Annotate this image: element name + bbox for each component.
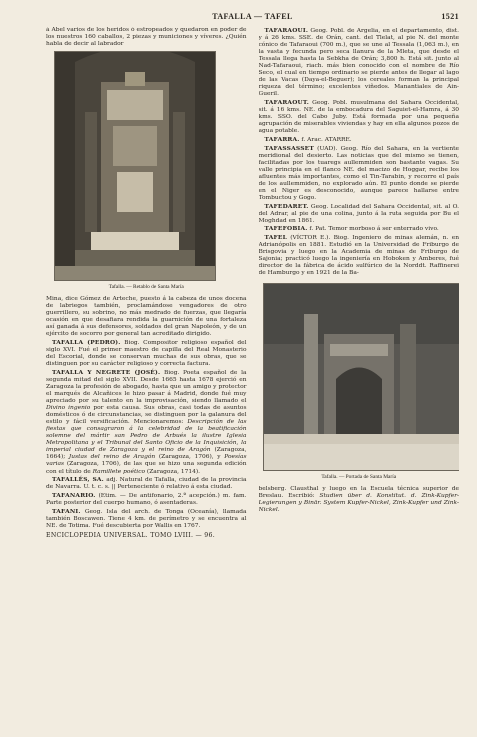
page-header [46, 12, 459, 24]
headword: TAFEDARET. [264, 202, 309, 210]
entry-tafaraout [259, 99, 460, 135]
headword: TAFASSASSET [264, 144, 314, 152]
paragraph-tafel-tail [259, 486, 460, 514]
headword: TAFEFOBIA. [264, 225, 308, 233]
entry-tafarra [259, 136, 460, 144]
entry-italic: Studien über d. Konstitut. d. Zink-Kupfer-Legierungen y Binär. System Kupfer-Nickel, Zink-Kupfer und Zink-Nickel. [258, 493, 459, 514]
headword: TAFALLÉS, SA. [52, 476, 104, 484]
entry-tafefobia [259, 225, 460, 233]
paragraph-top: á Abel varios de los heridos ó estropeados y quedaron en poder de los nuestros 160 caballos, 2 piezas y municiones y víveres. ¿Quién habla de decir al labrador [46, 27, 247, 48]
entry-body: Geog. Isla del arch. de Tonga (Oceanía), llamada también Boscawen. Tiene 4 km. de perímetro y se encuentra al NE. de Totima. Fué descubierta por Wallis en 1767. [46, 508, 247, 529]
entry-body: Geog. Pobl. musulmana del Sahara Occidental, sit. á 16 kms. NE. de la embocadura del Saguiet-el-Hamra, á 30 kms. SSO. del Cabo Juby. Está formada por una pequeña agrupación de miserables viviendas y hay en ella algunos pozos de agua potable. [258, 100, 459, 135]
entry-body: Geog. Pobl. de Argelia, en el departamento, dist. y á 26 kms. SSE. de Orán, cant. del Tlelat, al pie N. del monte cónico de Tafaraoui (700 m.), que se une al Tessala (1,063 m.), en la vasta y fecunda pero seca llanura de la Mleta, que desde el Tessala llega hasta la Sebkha de Orán; 3,800 h. Está sit. junto al Nad-Tafaraoui, riach. más bien conocido con el nombre de Río Seco, el cual en tiempo ordinario se pierde antes de llegar al lago de las Vacas (Daya-el-Beguer); los cereales forman la principal riqueza del término; excelentes viñedos. Manantiales de Ain-Gueril. [258, 28, 459, 98]
headword: TAFANI. [52, 507, 81, 515]
entry-tafalla-negrete [46, 369, 247, 476]
running-title: TAFALLA — TAFEL [212, 12, 293, 21]
entry-tafalles [46, 476, 247, 491]
right-column [259, 27, 460, 539]
entry-body: adj. Natural de Tafalla, ciudad de la provincia de Navarra. U. t. c. s. || Perteneciente ó relativo á esta ciudad. [46, 477, 247, 491]
entry-body: f. Pat. Temor morboso á ser enterrado vivo. [307, 226, 439, 233]
entry-italic: Justas del reino de Aragón [68, 454, 156, 461]
entry-tafanario [46, 492, 247, 507]
entry-body: (Etim. — De antifonario, 2.ª acepción.) m. fam. Parte posterior del cuerpo humano, ó asentaderas. [46, 492, 247, 506]
entry-body: Biog. Poeta español de la segunda mitad del siglo XVII. Desde 1665 hasta 1678 ejerció en Zaragoza la profesión de abogado, hasta que un amigo y protector el marqués de Alcañices le hizo pasar á Madrid, donde fué muy apreciado por su talento en la improvisación, siendo llamado el [46, 369, 247, 405]
headword: TAFARAOUT. [264, 99, 309, 107]
entry-body: (Zaragoza, 1706), y [155, 454, 225, 461]
photo-portada [263, 283, 460, 471]
entry-body: (UAD). Geog. Río del Sahara, en la vertiente meridional del desierto. Las noticias que del mismo se tienen, facilitadas por los tuaregs aullemmiden son bastante vagas. Su valle principia en el flanco NE. del macizo de Hoggar, recibe los afluentes más importantes, como el Tin-Tarabin, y recorre el país de los aullemmiden, no explorado aún. El punto donde se pierde en el Niger es desconocido, aunque parece hallarse entre Tombuctou y Gogo. [258, 145, 459, 201]
photo-retablo [54, 51, 216, 281]
entry-italic: Descripción de las fiestas que consagraron á la celebridad de la beatificación solemne del mártir san Pedro de Arbués la ilustre Iglesia Metropolitana y el Tribunal del Santo Oficio de la Inquisición, la imperial ciudad de Zaragoza y el reino de Aragón [46, 419, 247, 454]
page-footer: ENCICLOPEDIA UNIVERSAL. TOMO LVIII. — 96. [46, 531, 215, 539]
portada-drawing [264, 284, 460, 470]
retablo-drawing [55, 52, 215, 280]
entry-body: (VÍCTOR E.). Biog. Ingeniero de minas alemán, n. en Adrianópolis en 1881. Estudió en la Universidad de Friburgo de Brisgovia y luego en la Academia de minas de Friburgo de Sajonia; practicó luego la ingeniería en Hoboken y Amberes, fué director de la fábrica de ácido sulfúrico de la Norddt. Raffinerei de Hamburgo y en 1921 de la Ba- [258, 234, 459, 277]
entry-body: Geog. Localidad del Sahara Occidental, sit. al O. del Adrar, al pie de una colina, junto á la ruta seguida por Bu el Moghdad en 1861. [258, 203, 459, 224]
entry-tafedaret [259, 203, 460, 225]
entry-italic: Ramillete poético [92, 468, 146, 475]
headword: TAFALLA Y NEGRETE (JOSÉ). [52, 368, 161, 376]
entry-body: (Zaragoza, 1664); [46, 447, 247, 461]
entry-tafani [46, 508, 247, 530]
entry-tafaraoui [259, 27, 460, 98]
entry-italic: Divino ingenio [46, 405, 91, 412]
photo-portada-caption: Tafalla. — Portada de Santa María [321, 474, 397, 481]
headword: TAFEL [264, 233, 287, 241]
entry-tafassasset [259, 145, 460, 202]
two-column-body [46, 27, 459, 539]
entry-body: (Zaragoza, 1714). [145, 468, 200, 475]
headword: TAFALLA (PEDRO). [52, 339, 121, 347]
left-column [46, 27, 247, 539]
page-number: 1521 [441, 12, 459, 21]
paragraph-mina: Mina, dice Gómez de Arteche, puesto á la cabeza de unos docena de labriegos también, proclamándose vengadores de otro guerrillero, su sobrino, no más medrado de fuerzas, que llegaría ocasión en que desafiara rendida la guarnición de una fortaleza así ganada á sus defensores, soldados del gran Napoleón, y de un ejército de socorro por general tan acreditado dirigido. [46, 296, 247, 338]
entry-body: (Zaragoza, 1706), de las que se hizo una segunda edición con el título de [46, 461, 247, 475]
entry-italic: Poesías varias [46, 454, 247, 468]
entry-tafel [259, 234, 460, 277]
entry-body: por esta causa. Sus obras, casi todas de asuntos domésticos ó de circunstancias, se distinguen por la galanura del estilo y fácil versificación. Mencionaremos: [46, 405, 247, 426]
entry-body: f. Arac. ATARRE. [299, 136, 352, 143]
headword: TAFARAOUI. [264, 27, 309, 34]
entry-body: Clausthal y luego en la Escuela técnica superior de Breslau. Escribió: [258, 486, 459, 500]
entry-tafalla-pedro [46, 339, 247, 368]
photo-retablo-caption: Tafalla. — Retablo de Santa María [108, 284, 184, 291]
entry-body: belsberg. [258, 486, 287, 493]
entry-body: Biog. Compositor religioso español del siglo XVI. Fué el primer maestro de capilla del Real Monasterio del Escorial, donde se conservan muchas de sus obras, que se distinguen por su carácter religioso y correcta factura. [46, 340, 247, 368]
headword: TAFANARIO. [52, 491, 96, 499]
headword: TAFARRA. [264, 135, 300, 143]
